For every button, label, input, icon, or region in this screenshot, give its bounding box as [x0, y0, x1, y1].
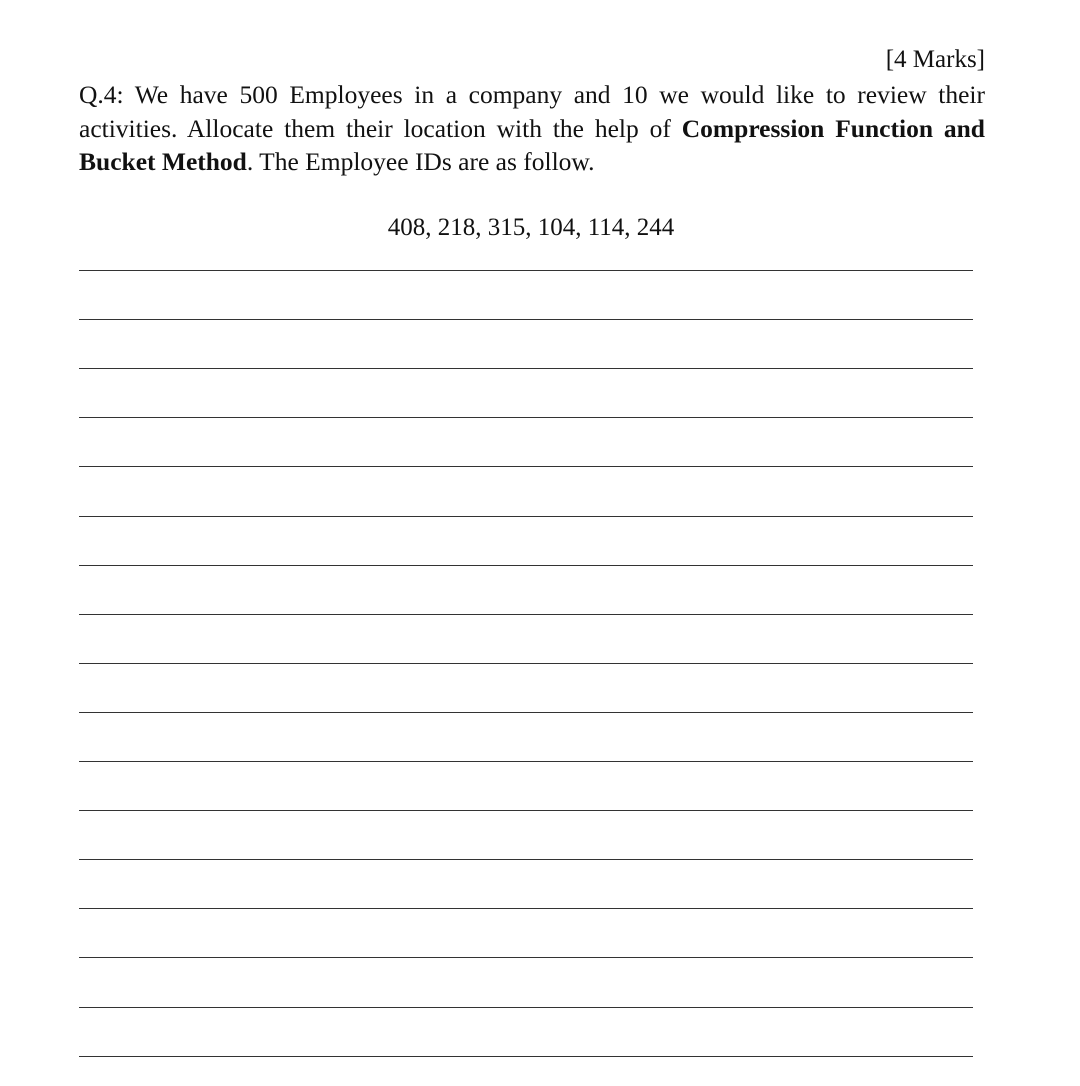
answer-line: [79, 1007, 973, 1008]
question-text-part2: . The Employee IDs are as follow.: [246, 147, 595, 176]
answer-line: [79, 1056, 973, 1057]
answer-line: [79, 810, 973, 811]
question-text: [79, 78, 985, 179]
answer-line: [79, 565, 973, 566]
answer-line: [79, 663, 973, 664]
employee-ids: 408, 218, 315, 104, 114, 244: [387, 214, 675, 241]
marks-label: [4 Marks]: [885, 46, 985, 73]
answer-line: [79, 368, 973, 369]
answer-line: [79, 466, 973, 467]
answer-line: [79, 859, 973, 860]
question-text-bold: Compression Function and Bucket Method: [79, 113, 985, 176]
answer-line: [79, 270, 973, 271]
answer-line: [79, 712, 973, 713]
answer-line: [79, 614, 973, 615]
answer-line: [79, 908, 973, 909]
question-text-part1: Q.4: We have 500 Employees in a company and 10 we would like to review their activities. Allocate them their location with the help of: [79, 80, 985, 143]
answer-line: [79, 761, 973, 762]
answer-line: [79, 516, 973, 517]
answer-line: [79, 957, 973, 958]
answer-line: [79, 417, 973, 418]
answer-line: [79, 319, 973, 320]
